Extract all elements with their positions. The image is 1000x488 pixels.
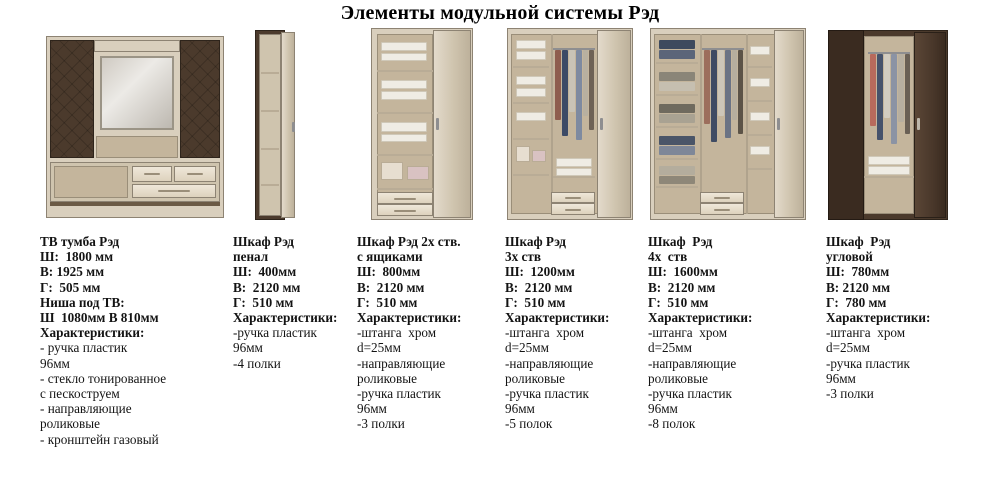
product-name: Шкаф Рэд 2х ств. bbox=[357, 234, 461, 249]
feature-item: -8 полок bbox=[648, 416, 696, 432]
product-columns bbox=[0, 26, 1000, 488]
caption-shkaf-3st bbox=[505, 234, 645, 432]
product-name: Шкаф Рэд bbox=[648, 234, 713, 249]
wardrobe-2door-drawers-illustration bbox=[357, 26, 502, 224]
handle bbox=[777, 118, 780, 130]
caption-shkaf-2st bbox=[357, 234, 502, 432]
product-column-shkaf-penal bbox=[233, 26, 353, 371]
spec-depth: Г: 510 мм bbox=[233, 294, 294, 310]
features-heading: Характеристики: bbox=[357, 310, 462, 326]
drawer bbox=[377, 192, 433, 204]
wardrobe-4door-illustration bbox=[648, 26, 818, 224]
handle bbox=[600, 118, 603, 130]
drawer bbox=[551, 203, 595, 215]
page-title: Элементы модульной системы Рэд bbox=[340, 2, 660, 24]
feature-item: -направляющие bbox=[505, 355, 594, 371]
spec-depth: Г: 510 мм bbox=[357, 294, 418, 310]
drawer bbox=[551, 192, 595, 203]
feature-item: 96мм bbox=[648, 401, 678, 417]
handle bbox=[292, 122, 295, 132]
glass-door-left bbox=[50, 40, 94, 158]
spec-height: В: 2120 мм bbox=[826, 279, 891, 295]
handle bbox=[917, 118, 920, 130]
feature-item: - ручка пластик bbox=[40, 340, 128, 356]
feature-item: -ручка пластик bbox=[233, 325, 317, 341]
features-heading: Характеристики: bbox=[826, 310, 931, 326]
feature-item: -штанга хром bbox=[505, 325, 585, 341]
drawer bbox=[377, 204, 433, 216]
features-heading: Характеристики: bbox=[40, 325, 145, 341]
feature-item: -3 полки bbox=[357, 416, 405, 432]
spec-width: Ш: 800мм bbox=[357, 264, 421, 280]
product-name: ТВ тумба Рэд bbox=[40, 234, 120, 249]
drawer bbox=[132, 184, 216, 198]
spec-width: Ш: 1800 мм bbox=[40, 249, 114, 265]
feature-item: с пескоструем bbox=[40, 386, 120, 402]
wardrobe-penal-illustration bbox=[233, 26, 353, 224]
product-column-tv-tumba bbox=[40, 26, 230, 447]
spec-width: Ш: 400мм bbox=[233, 264, 297, 280]
spec-height: В: 2120 мм bbox=[648, 279, 716, 295]
product-name: Шкаф Рэд bbox=[505, 234, 566, 249]
spec-depth: Г: 510 мм bbox=[505, 294, 566, 310]
product-name-line2: угловой bbox=[826, 249, 873, 265]
feature-item: d=25мм bbox=[648, 340, 692, 356]
feature-item: роликовые bbox=[648, 370, 708, 386]
tv-niche bbox=[100, 56, 174, 130]
feature-item: d=25мм bbox=[826, 340, 870, 356]
feature-item: -направляющие bbox=[648, 355, 737, 371]
feature-item: 96мм bbox=[505, 401, 535, 417]
feature-item: d=25мм bbox=[357, 340, 401, 356]
product-column-shkaf-2st bbox=[357, 26, 502, 432]
feature-item: 96мм bbox=[40, 355, 70, 371]
feature-item: роликовые bbox=[40, 416, 100, 432]
feature-item: - кронштейн газовый bbox=[40, 431, 159, 447]
feature-item: -штанга хром bbox=[826, 325, 906, 341]
product-column-shkaf-3st bbox=[505, 26, 645, 432]
drawer bbox=[132, 166, 172, 182]
caption-tv-tumba bbox=[40, 234, 230, 447]
spec-height: В: 1925 мм bbox=[40, 264, 105, 280]
spec-height: В: 2120 мм bbox=[357, 279, 425, 295]
spec-height: В: 2120 мм bbox=[505, 279, 573, 295]
feature-item: -ручка пластик bbox=[648, 386, 732, 402]
wardrobe-3door-illustration bbox=[505, 26, 645, 224]
product-column-shkaf-4st bbox=[648, 26, 818, 432]
drawer bbox=[700, 192, 744, 203]
caption-shkaf-angular bbox=[826, 234, 976, 401]
spec-width: Ш: 1600мм bbox=[648, 264, 718, 280]
feature-item: - стекло тонированное bbox=[40, 370, 167, 386]
product-column-shkaf-angular bbox=[826, 26, 976, 401]
product-name-line2: 4х ств bbox=[648, 249, 688, 265]
drawer bbox=[174, 166, 216, 182]
drawer bbox=[700, 203, 744, 215]
spec-width: Ш: 1200мм bbox=[505, 264, 575, 280]
tv-stand-illustration bbox=[40, 26, 230, 224]
feature-item: -3 полки bbox=[826, 386, 874, 402]
caption-shkaf-penal bbox=[233, 234, 353, 371]
features-heading: Характеристики: bbox=[233, 310, 338, 326]
product-name: Шкаф Рэд bbox=[233, 234, 294, 249]
spec-depth: Г: 510 мм bbox=[648, 294, 709, 310]
feature-item: 96мм bbox=[233, 340, 263, 356]
feature-item: роликовые bbox=[357, 370, 417, 386]
wardrobe-corner-illustration bbox=[826, 26, 976, 224]
feature-item: d=25мм bbox=[505, 340, 549, 356]
feature-item: -направляющие bbox=[357, 355, 446, 371]
feature-item: 96мм bbox=[826, 370, 856, 386]
spec-width: Ш: 780мм bbox=[826, 264, 890, 280]
feature-item: -ручка пластик bbox=[505, 386, 589, 402]
handle bbox=[436, 118, 439, 130]
niche-spec: Ш 1080мм В 810мм bbox=[40, 310, 159, 326]
spec-depth: Г: 505 мм bbox=[40, 279, 101, 295]
feature-item: -штанга хром bbox=[357, 325, 437, 341]
glass-door-right bbox=[180, 40, 220, 158]
feature-item: -ручка пластик bbox=[357, 386, 441, 402]
features-heading: Характеристики: bbox=[648, 310, 753, 326]
product-name-line2: с ящиками bbox=[357, 249, 423, 265]
spec-height: В: 2120 мм bbox=[233, 279, 301, 295]
feature-item: -ручка пластик bbox=[826, 355, 910, 371]
feature-item: 96мм bbox=[357, 401, 387, 417]
feature-item: роликовые bbox=[505, 370, 565, 386]
niche-heading: Ниша под ТВ: bbox=[40, 294, 125, 310]
features-heading: Характеристики: bbox=[505, 310, 610, 326]
feature-item: -5 полок bbox=[505, 416, 553, 432]
feature-item: -4 полки bbox=[233, 355, 281, 371]
feature-item: - направляющие bbox=[40, 401, 132, 417]
product-name-line2: пенал bbox=[233, 249, 269, 265]
feature-item: -штанга хром bbox=[648, 325, 728, 341]
product-name-line2: 3х ств bbox=[505, 249, 541, 265]
spec-depth: Г: 780 мм bbox=[826, 294, 887, 310]
product-name: Шкаф Рэд bbox=[826, 234, 891, 249]
caption-shkaf-4st bbox=[648, 234, 818, 432]
